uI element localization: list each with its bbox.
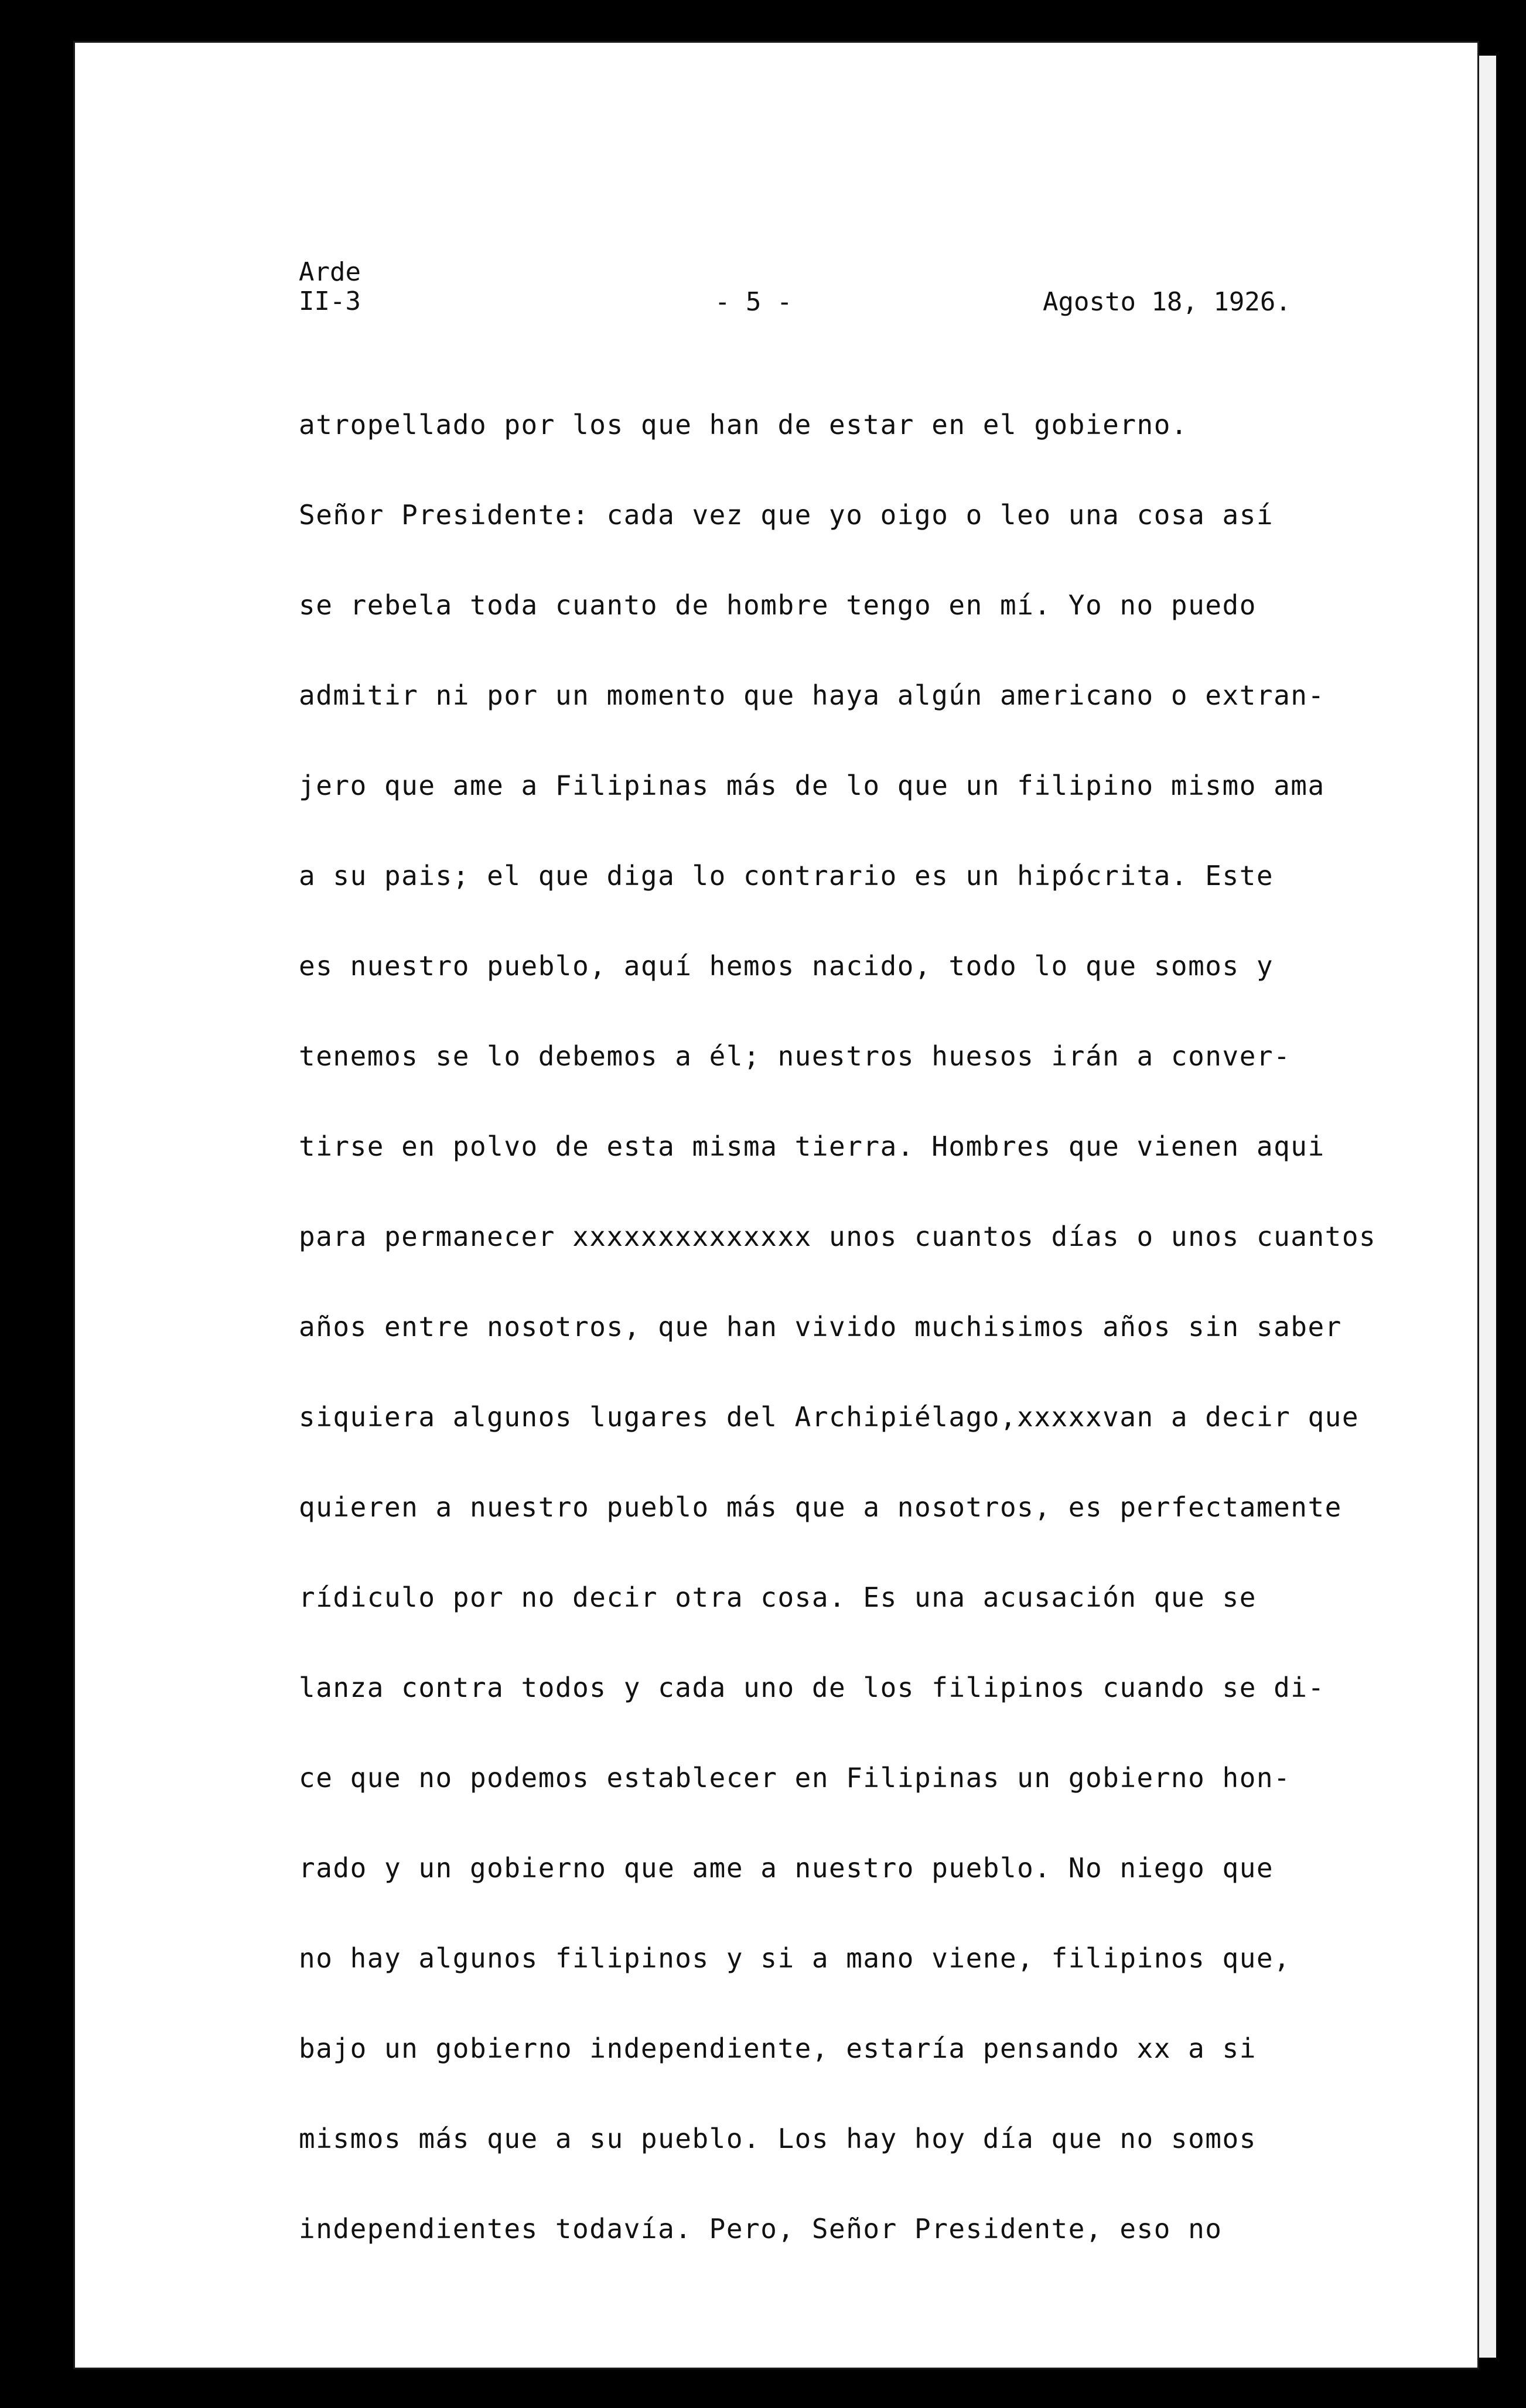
text-line: se rebela toda cuanto de hombre tengo en mí. Yo no puedo bbox=[299, 589, 1257, 621]
text-line: lanza contra todos y cada uno de los filipinos cuando se di- bbox=[299, 1672, 1325, 1703]
text-line: para permanecer xxxxxxxxxxxxxx unos cuantos días o unos cuantos bbox=[299, 1221, 1377, 1252]
text-line: atropellado por los que han de estar en el gobierno. bbox=[299, 409, 1189, 440]
text-line: mismos más que a su pueblo. Los hay hoy día que no somos bbox=[299, 2123, 1257, 2154]
page-number: - 5 - bbox=[715, 287, 793, 317]
text-line: jero que ame a Filipinas más de lo que un filipino mismo ama bbox=[299, 770, 1325, 801]
text-line: a su pais; el que diga lo contrario es un hipócrita. Este bbox=[299, 860, 1274, 892]
text-line: Señor Presidente: cada vez que yo oigo o leo una cosa así bbox=[299, 499, 1274, 531]
header-reference bbox=[299, 258, 361, 316]
text-line: admitir ni por un momento que haya algún americano o extran- bbox=[299, 679, 1325, 711]
text-line: rado y un gobierno que ame a nuestro pueblo. No niego que bbox=[299, 1852, 1274, 1884]
header-reference-line1: Arde bbox=[299, 257, 361, 287]
body-text bbox=[299, 407, 1412, 2301]
text-line: tirse en polvo de esta misma tierra. Hombres que vienen aqui bbox=[299, 1130, 1325, 1162]
text-line: independientes todavía. Pero, Señor Presidente, eso no bbox=[299, 2213, 1223, 2245]
text-line: es nuestro pueblo, aquí hemos nacido, todo lo que somos y bbox=[299, 950, 1274, 982]
text-line: rídiculo por no decir otra cosa. Es una acusación que se bbox=[299, 1582, 1257, 1613]
text-line: bajo un gobierno independiente, estaría pensando xx a si bbox=[299, 2033, 1257, 2064]
text-line: ce que no podemos establecer en Filipinas un gobierno hon- bbox=[299, 1762, 1291, 1794]
text-line: tenemos se lo debemos a él; nuestros huesos irán a conver- bbox=[299, 1040, 1291, 1072]
text-line: años entre nosotros, que han vivido muchisimos años sin saber bbox=[299, 1311, 1342, 1343]
text-line: siquiera algunos lugares del Archipiélago,xxxxxvan a decir que bbox=[299, 1401, 1360, 1433]
text-line: quieren a nuestro pueblo más que a nosotros, es perfectamente bbox=[299, 1491, 1342, 1523]
header-date: Agosto 18, 1926. bbox=[1043, 287, 1291, 317]
text-line: no hay algunos filipinos y si a mano viene, filipinos que, bbox=[299, 1942, 1291, 1974]
header-reference-line2: II-3 bbox=[299, 286, 361, 316]
